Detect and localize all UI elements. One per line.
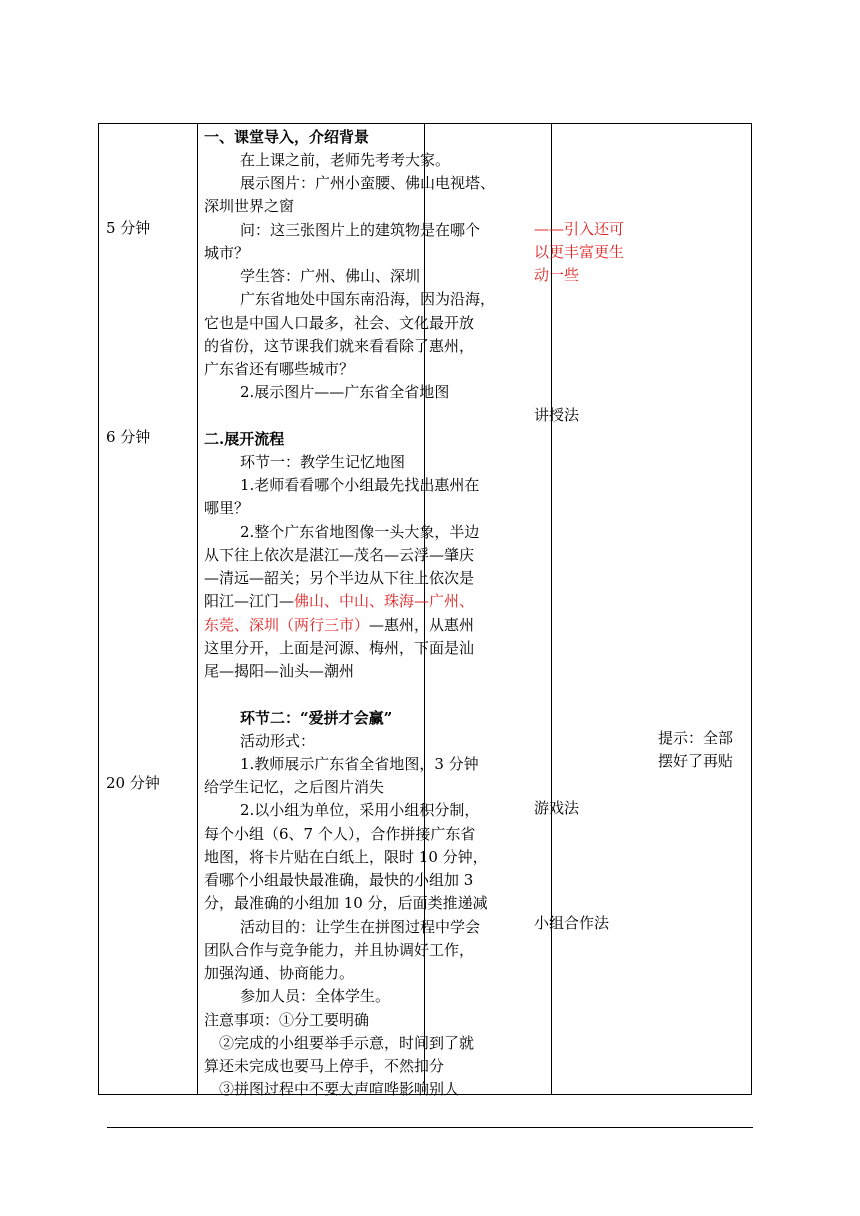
teacher-note: 以更丰富更生 [534,243,625,261]
content-line: 展示图片：广州小蛮腰、佛山电视塔、 [240,174,496,192]
content-line: 1.老师看看哪个小组最先找出惠州在 [240,476,480,494]
content-line: —清远—韶关；另个半边从下往上依次是 [204,569,475,587]
content-line: 深圳世界之窗 [204,197,295,215]
content-line: 它也是中国人口最多，社会、文化最开放 [204,314,475,332]
content-line [204,614,474,637]
content-line: 哪里？ [204,499,250,517]
content-line: 广东省地处中国东南沿海，因为沿海， [240,290,496,308]
content-text: 阳江—江门— [204,592,295,610]
content-text: —惠州，从惠州 [369,616,475,634]
teacher-note: ——引入还可 [534,220,625,238]
content-line: 的省份，这节课我们就来看看除了惠州， [204,337,475,355]
content-line: 2.展示图片——广东省全省地图 [240,383,450,401]
section-heading: 二.展开流程 [204,430,285,448]
method-label: 游戏法 [534,799,580,817]
content-line: ②完成的小组要举手示意，时间到了就 [219,1034,475,1052]
content-line: 注意事项：①分工要明确 [204,1011,370,1029]
content-line: 从下往上依次是湛江—茂名—云浮—肇庆 [204,546,475,564]
content-line: 给学生记忆，之后图片消失 [204,778,385,796]
highlighted-text: 东莞、深圳（两行三市） [204,616,370,634]
remark-text: 提示：全部 [658,729,734,747]
content-line: 算还未完成也要马上停手，不然扣分 [204,1057,445,1075]
content-line: 环节一：教学生记忆地图 [240,453,406,471]
footer-divider [107,1127,753,1128]
time-cell: 20 分钟 [106,774,160,792]
content-line: 学生答：广州、佛山、深圳 [240,267,421,285]
section-heading: 环节二：“爱拼才会赢” [240,709,393,727]
content-line: 尾—揭阳—汕头—潮州 [204,662,355,680]
content-line: 活动形式： [240,732,316,750]
content-line: 广东省还有哪些城市？ [204,360,355,378]
method-label: 讲授法 [534,406,580,424]
remark-text: 摆好了再贴 [658,752,734,770]
content-line: 活动目的：让学生在拼图过程中学会 [240,918,481,936]
content-line: 团队合作与竞争能力，并且协调好工作， [204,941,475,959]
content-line: 地图，将卡片贴在白纸上，限时 10 分钟， [204,848,488,866]
content-line [204,590,474,613]
section-heading: 一、课堂导入，介绍背景 [204,128,370,146]
highlighted-text: 佛山、中山、珠海—广州、 [294,592,475,610]
teacher-note: 动一些 [534,266,580,284]
content-line: 在上课之前，老师先考考大家。 [240,151,451,169]
content-line: ③拼图过程中不要大声喧哗影响别人 [219,1080,460,1098]
content-line: 分，最准确的小组加 10 分，后面类推递减 [204,894,488,912]
content-line: 问：这三张图片上的建筑物是在哪个 [240,221,481,239]
content-line: 每个小组（6、7 个人），合作拼接广东省 [204,825,476,843]
content-line: 参加人员：全体学生。 [240,987,391,1005]
table-column-divider [197,124,198,1094]
content-line: 这里分开，上面是河源、梅州，下面是汕 [204,639,475,657]
method-label: 小组合作法 [534,914,610,932]
content-line: 加强沟通、协商能力。 [204,964,355,982]
content-line: 看哪个小组最快最准确，最快的小组加 3 [204,871,474,889]
time-cell: 5 分钟 [106,219,151,237]
content-line: 2.以小组为单位，采用小组积分制， [240,801,480,819]
time-cell: 6 分钟 [106,428,151,446]
content-line: 城市？ [204,244,250,262]
content-line: 2.整个广东省地图像一头大象，半边 [240,523,480,541]
content-line: 1.教师展示广东省全省地图，3 分钟 [240,755,479,773]
